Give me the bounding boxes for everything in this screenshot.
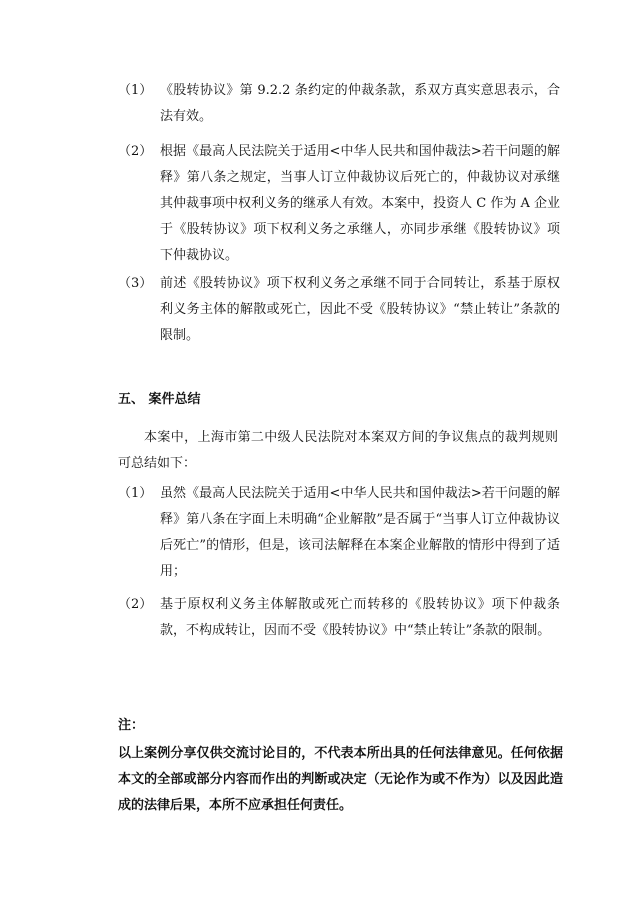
section-heading: 五、 案件总结 xyxy=(118,392,201,407)
list-text: 《股转协议》第 9.2.2 条约定的仲裁条款，系双方真实意思表示，合法有效。 xyxy=(160,83,560,124)
disclaimer-text: 以上案例分享仅供交流讨论目的，不代表本所出具的任何法律意见。任何依据本文的全部或部分内容而作出的判断或决定（无论作为或不作为）以及因此造成的法律后果，本所不应承担任何责任。 xyxy=(118,746,563,813)
list-number: （2） xyxy=(118,597,153,612)
list-text: 虽然《最高人民法院关于适用<中华人民共和国仲裁法>若干问题的解释》第八条在字面上未明确“企业解散”是否属于“当事人订立仲裁协议后死亡”的情形，但是，该司法解释在本案企业解散的情形中得到了适用； xyxy=(160,486,560,579)
list-text: 前述《股转协议》项下权利义务之承继不同于合同转让，系基于原权利义务主体的解散或死亡，因此不受《股转协议》“禁止转让”条款的限制。 xyxy=(160,276,560,343)
list-number: （1） xyxy=(118,83,153,98)
list-text: 根据《最高人民法院关于适用<中华人民共和国仲裁法>若干问题的解释》第八条之规定，当事人订立仲裁协议后死亡的，仲裁协议对承继其仲裁事项中权利义务的继承人有效。本案中，投资人 C 作为 A 企业于《股转协议》项下权利义务之承继人，亦同步承继《股转协议》项下仲裁协议。 xyxy=(160,144,560,263)
list-number: （3） xyxy=(118,276,153,291)
list-number: （1） xyxy=(118,486,153,501)
list-number: （2） xyxy=(118,144,153,159)
summary-intro: 本案中，上海市第二中级人民法院对本案双方间的争议焦点的裁判规则可总结如下： xyxy=(118,430,558,471)
note-title: 注： xyxy=(118,718,145,733)
list-text: 基于原权利义务主体解散或死亡而转移的《股转协议》项下仲裁条款，不构成转让，因而不受《股转协议》中“禁止转让”条款的限制。 xyxy=(160,597,560,638)
